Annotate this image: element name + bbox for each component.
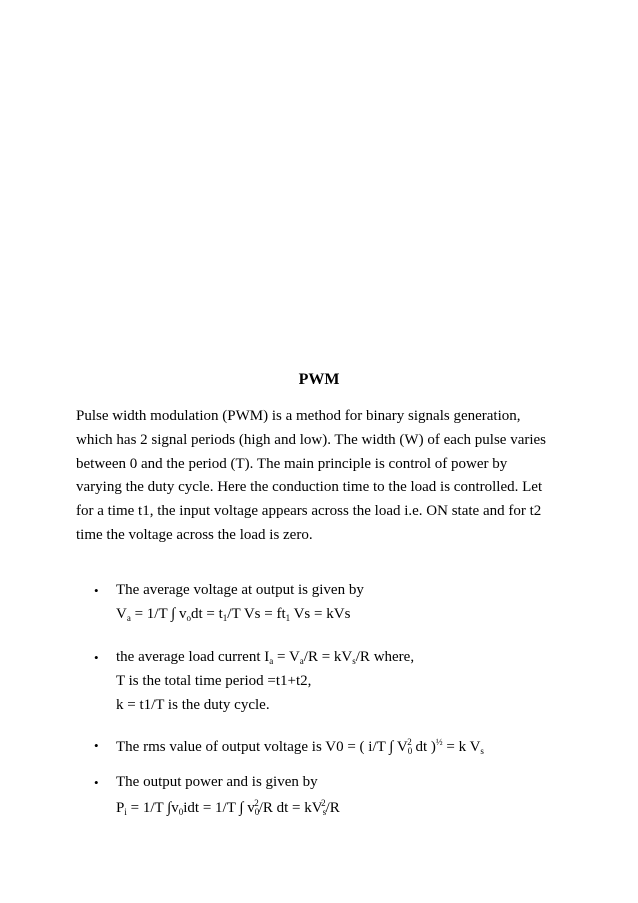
paragraph-line: for a time t1, the input voltage appears across the load i.e. ON state and for t2 [76, 503, 542, 520]
output-power-equation: $P_i = 1/T$ $\int v_0idt = 1/T$ ∫ $v_0^2/R$ dt = $kV_s^2/R$ [116, 798, 340, 817]
average-current-equation: the average load current $I_a = V_a/R = kV_s/R$ where, [116, 649, 415, 666]
paragraph-line: which has 2 signal periods (high and low). The width (W) of each pulse varies [76, 431, 547, 448]
period-definition: T is the total time period =t1+t2, [116, 673, 312, 689]
bullet-text: The average voltage at output is given by [116, 582, 364, 598]
rms-voltage-equation: The rms value of output voltage is V0 = ( i/T ∫ $V_0^2$ dt )$^{\frac{1}{2}}$ = k $V_s$ [116, 737, 484, 756]
paragraph-line: Pulse width modulation (PWM) is a method for binary signals generation, [76, 408, 521, 424]
bullet-dot-icon: • [94, 738, 99, 753]
average-voltage-equation: $V_a = 1/T$ ∫ $v_odt = t_1/T$ $Vs = ft_1$ Vs = kVs [116, 606, 351, 623]
bullet-dot-icon: • [94, 650, 99, 665]
paragraph-line: between 0 and the period (T). The main principle is control of power by [76, 455, 508, 472]
paragraph-line: time the voltage across the load is zero. [76, 526, 313, 543]
bullet-dot-icon: • [94, 775, 99, 790]
intro-paragraph [76, 405, 566, 548]
paragraph-line: varying the duty cycle. Here the conduction time to the load is controlled. Let [76, 479, 543, 496]
bullet-text: The output power and is given by [116, 774, 318, 790]
bullet-dot-icon: • [94, 583, 99, 598]
section-title: PWM [298, 371, 340, 388]
duty-cycle-definition: k = t1/T is the duty cycle. [116, 697, 270, 713]
